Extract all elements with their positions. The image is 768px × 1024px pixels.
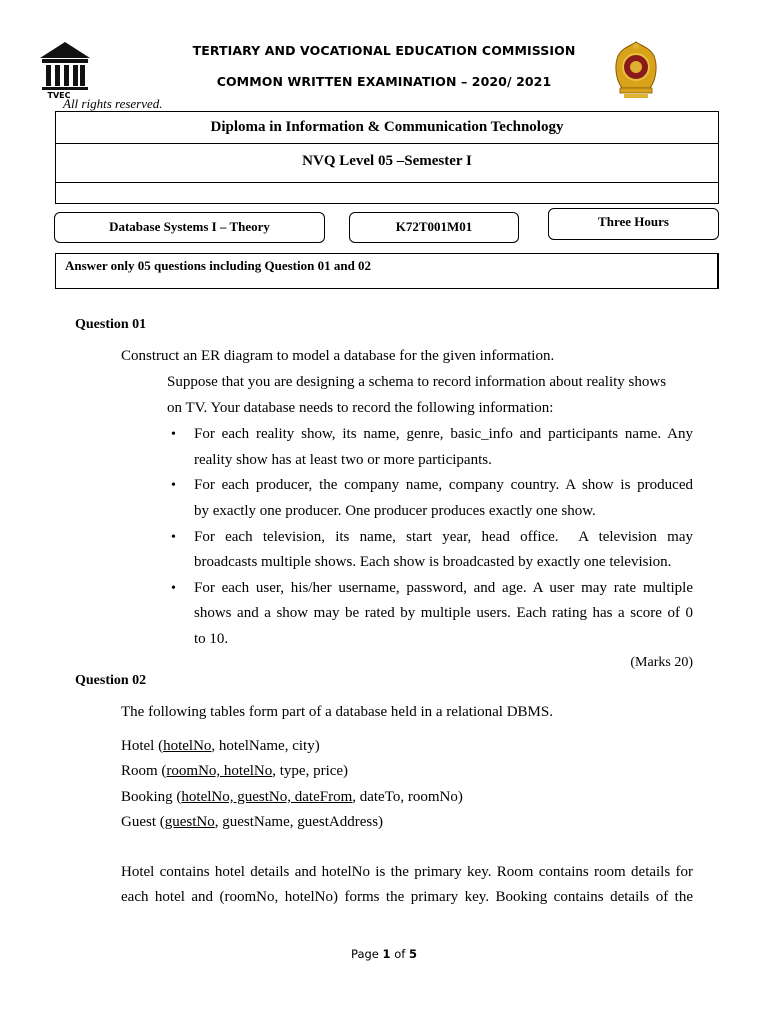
bullet-icon: • bbox=[171, 581, 176, 596]
duration-box: Three Hours bbox=[548, 208, 719, 240]
relation-attributes: , guestName, guestAddress) bbox=[214, 814, 384, 830]
programme-title: Diploma in Information & Communication Technology bbox=[56, 112, 718, 144]
code-box: K72T001M01 bbox=[349, 212, 519, 243]
page-number: 1 bbox=[382, 947, 391, 961]
question-02-intro: The following tables form part of a database held in a relational DBMS. bbox=[121, 704, 553, 720]
question-01-heading: Question 01 bbox=[75, 317, 147, 332]
relation-name: Booking ( bbox=[121, 789, 182, 805]
logo-text: TVEC bbox=[47, 91, 71, 100]
instruction-text: Answer only 05 questions including Question 01 and 02 bbox=[65, 258, 372, 273]
question-02-heading: Question 02 bbox=[75, 673, 147, 688]
relation-attributes: , hotelName, city) bbox=[211, 738, 320, 754]
scenario-line-1: Suppose that you are designing a schema to record information about reality shows bbox=[167, 374, 667, 390]
question-02-para-line-1: Hotel contains hotel details and hotelNo is the primary key. Room contains room details for bbox=[121, 864, 693, 880]
bullet-1-line-2: reality show has at least two or more participants. bbox=[194, 452, 492, 468]
commission-title: TERTIARY AND VOCATIONAL EDUCATION COMMISSION bbox=[192, 43, 576, 58]
question-02-para-line-2: each hotel and (roomNo, hotelNo) forms the primary key. Booking contains details of the bbox=[121, 889, 693, 905]
page-footer bbox=[0, 947, 768, 961]
relation-name: Hotel ( bbox=[121, 738, 164, 754]
relation-name: Room ( bbox=[121, 763, 167, 779]
question-01-intro: Construct an ER diagram to model a database for the given information. bbox=[121, 348, 555, 364]
bullet-4-line-2: shows and a show may be rated by multiple users. Each rating has a score of 0 bbox=[194, 605, 693, 621]
relation-guest bbox=[121, 810, 383, 836]
bullet-3-line-2: broadcasts multiple shows. Each show is broadcasted by exactly one television. bbox=[194, 554, 672, 570]
instruction-box bbox=[55, 253, 719, 289]
bullet-icon: • bbox=[171, 478, 176, 493]
empty-row bbox=[56, 183, 718, 203]
page-label: Page bbox=[351, 947, 383, 961]
bullet-2-line-1: For each producer, the company name, company country. A show is produced bbox=[194, 477, 693, 493]
relation-attributes: , dateTo, roomNo) bbox=[352, 789, 463, 805]
primary-key: guestNo bbox=[164, 814, 215, 830]
subject-box: Database Systems I – Theory bbox=[54, 212, 325, 243]
level-title: NVQ Level 05 –Semester I bbox=[56, 144, 718, 183]
primary-key: hotelNo bbox=[163, 738, 212, 754]
bullet-icon: • bbox=[171, 530, 176, 545]
page-of: of bbox=[390, 947, 409, 961]
exam-title: COMMON WRITTEN EXAMINATION – 2020/ 2021 bbox=[216, 74, 552, 89]
primary-key: hotelNo, guestNo, dateFrom bbox=[181, 789, 353, 805]
relation-attributes: , type, price) bbox=[272, 763, 349, 779]
relation-room bbox=[121, 759, 348, 785]
bullet-4-line-1: For each user, his/her username, password, and age. A user may rate multiple bbox=[194, 580, 693, 596]
rights-notice: All rights reserved. bbox=[63, 96, 163, 111]
bullet-3-line-1: For each television, its name, start year, head office. A television may bbox=[194, 529, 693, 545]
bullet-4-line-3: to 10. bbox=[194, 631, 229, 647]
bullet-icon: • bbox=[171, 427, 176, 442]
page-total: 5 bbox=[408, 947, 417, 961]
relation-name: Guest ( bbox=[121, 814, 165, 830]
title-table bbox=[55, 111, 719, 204]
relation-booking bbox=[121, 785, 463, 811]
bullet-2-line-2: by exactly one producer. One producer produces exactly one show. bbox=[194, 503, 596, 519]
primary-key: roomNo, hotelNo bbox=[166, 763, 273, 779]
bullet-1-line-1: For each reality show, its name, genre, basic_info and participants name. Any bbox=[194, 426, 693, 442]
scenario-line-2: on TV. Your database needs to record the following information: bbox=[167, 400, 554, 416]
relation-hotel bbox=[121, 734, 320, 760]
question-01-marks: (Marks 20) bbox=[630, 655, 693, 670]
